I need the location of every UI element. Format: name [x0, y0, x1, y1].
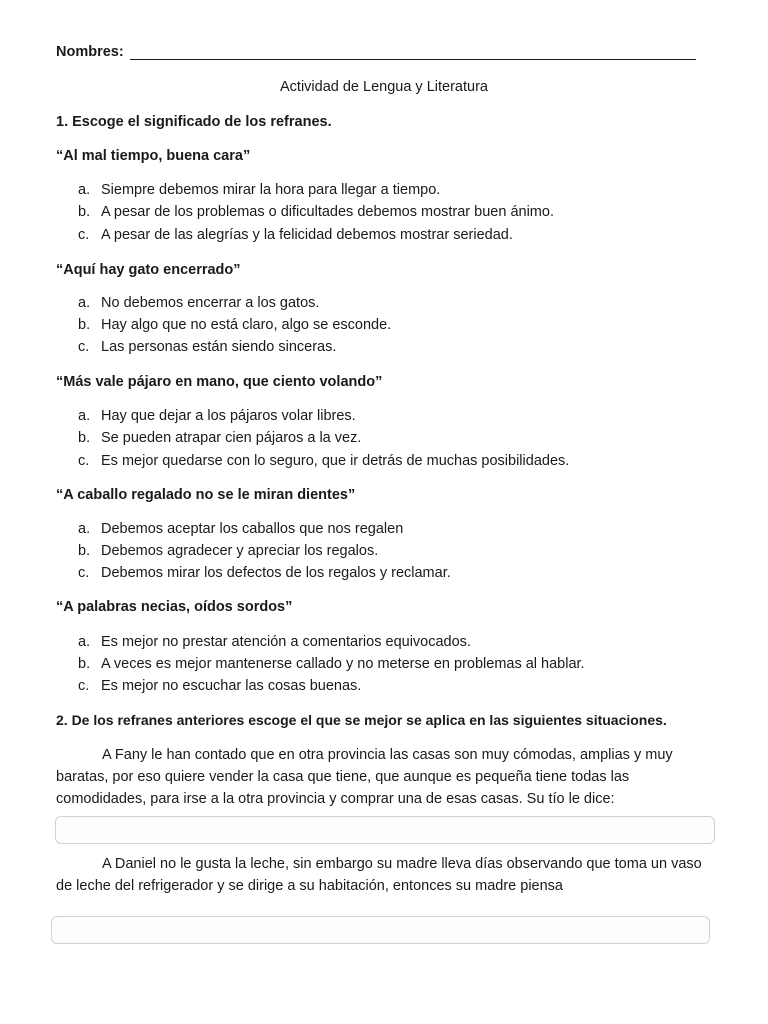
proverb-3: “Más vale pájaro en mano, que ciento volando” [56, 374, 383, 390]
situation-1-body: A Fany le han contado que en otra provincia las casas son muy cómodas, amplias y muy baratas, por eso quiere vender la casa que tiene, que aunque es pequeña tiene todas las comodidades, para irse a la otra provincia y comprar una de esas casas. Su tío le dice: [56, 747, 673, 807]
proverb-3-option-b[interactable] [78, 430, 361, 446]
option-text: A pesar de los problemas o dificultades debemos mostrar buen ánimo. [101, 204, 554, 220]
proverb-5-option-c[interactable] [78, 678, 361, 694]
section-2-heading: 2. De los refranes anteriores escoge el que se mejor se aplica en las siguientes situaciones. [56, 712, 667, 728]
names-label: Nombres: [56, 44, 124, 60]
option-letter: b. [78, 430, 91, 446]
situation-2-text [56, 853, 716, 897]
option-text: Las personas están siendo sinceras. [101, 339, 337, 355]
option-text: Debemos mirar los defectos de los regalos y reclamar. [101, 565, 451, 581]
option-letter: c. [78, 453, 90, 469]
option-letter: b. [78, 317, 91, 333]
proverb-4-option-a[interactable] [78, 521, 403, 537]
option-text: A veces es mejor mantenerse callado y no meterse en problemas al hablar. [101, 656, 585, 672]
option-text: Se pueden atrapar cien pájaros a la vez. [101, 430, 362, 446]
option-text: Siempre debemos mirar la hora para llegar a tiempo. [101, 182, 441, 198]
option-text: Hay que dejar a los pájaros volar libres. [101, 408, 356, 424]
proverb-2-option-c[interactable] [78, 339, 336, 355]
proverb-3-option-c[interactable] [78, 453, 569, 469]
option-letter: a. [78, 408, 91, 424]
situation-1-text [56, 744, 716, 810]
situation-1-answer-box[interactable] [55, 816, 715, 844]
proverb-1-option-c[interactable] [78, 227, 513, 243]
proverb-4-option-c[interactable] [78, 565, 451, 581]
proverb-2-option-b[interactable] [78, 317, 391, 333]
option-text: Debemos aceptar los caballos que nos regalen [101, 521, 404, 537]
option-letter: b. [78, 204, 91, 220]
option-text: Es mejor quedarse con lo seguro, que ir detrás de muchas posibilidades. [101, 453, 570, 469]
option-text: Es mejor no prestar atención a comentarios equivocados. [101, 634, 471, 650]
proverb-2-option-a[interactable] [78, 295, 319, 311]
option-letter: c. [78, 339, 90, 355]
proverb-1-option-b[interactable] [78, 204, 554, 220]
proverb-2: “Aquí hay gato encerrado” [56, 262, 241, 278]
names-input-line[interactable] [130, 44, 696, 60]
option-letter: a. [78, 182, 91, 198]
option-letter: c. [78, 678, 90, 694]
names-row [56, 44, 696, 60]
option-text: No debemos encerrar a los gatos. [101, 295, 320, 311]
option-text: Hay algo que no está claro, algo se esconde. [101, 317, 392, 333]
proverb-5: “A palabras necias, oídos sordos” [56, 599, 293, 615]
proverb-1: “Al mal tiempo, buena cara” [56, 148, 251, 164]
situation-2-body: A Daniel no le gusta la leche, sin embargo su madre lleva días observando que toma un vaso de leche del refrigerador y se dirige a su habitación, entonces su madre piensa [56, 856, 702, 894]
proverb-3-option-a[interactable] [78, 408, 356, 424]
option-letter: a. [78, 521, 91, 537]
option-letter: c. [78, 565, 90, 581]
option-letter: a. [78, 634, 91, 650]
proverb-4: “A caballo regalado no se le miran dientes” [56, 487, 356, 503]
proverb-4-option-b[interactable] [78, 543, 378, 559]
page-title: Actividad de Lengua y Literatura [280, 79, 488, 95]
section-1-heading: 1. Escoge el significado de los refranes. [56, 114, 332, 130]
option-letter: b. [78, 543, 91, 559]
option-letter: c. [78, 227, 90, 243]
option-text: Es mejor no escuchar las cosas buenas. [101, 678, 362, 694]
option-letter: a. [78, 295, 91, 311]
proverb-5-option-a[interactable] [78, 634, 471, 650]
situation-2-answer-box[interactable] [51, 916, 710, 944]
proverb-1-option-a[interactable] [78, 182, 440, 198]
proverb-5-option-b[interactable] [78, 656, 585, 672]
option-text: A pesar de las alegrías y la felicidad debemos mostrar seriedad. [101, 227, 513, 243]
option-text: Debemos agradecer y apreciar los regalos. [101, 543, 379, 559]
option-letter: b. [78, 656, 91, 672]
